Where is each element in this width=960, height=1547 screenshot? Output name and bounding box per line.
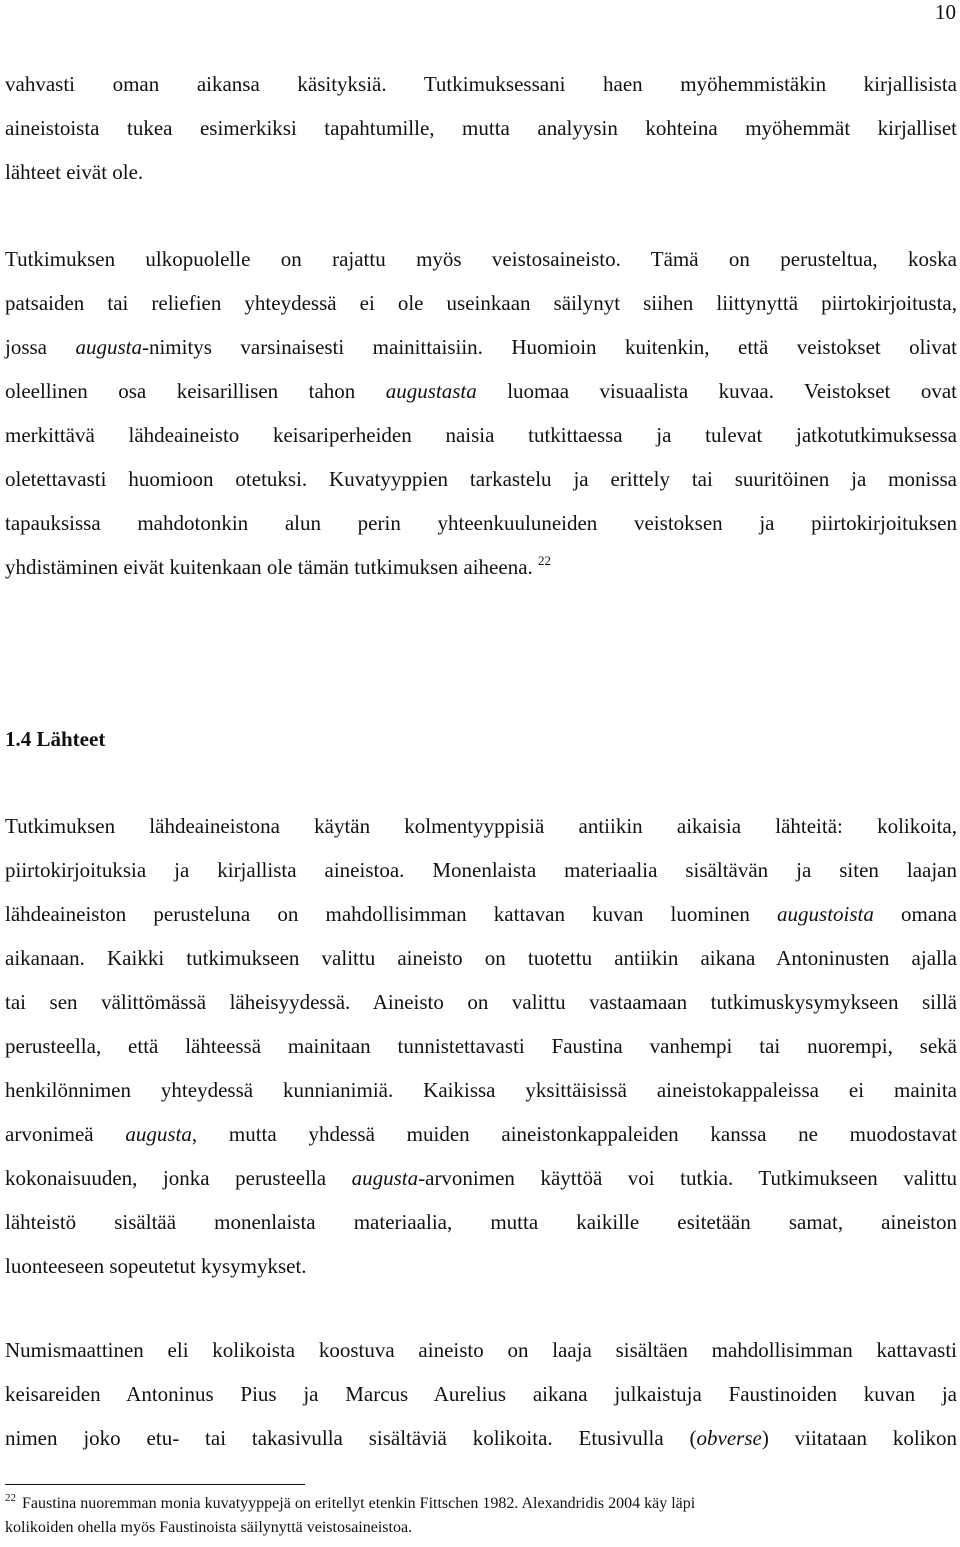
text-line: perusteella, että lähteessä mainitaan tunnistettavasti Faustina vanhempi tai nuorempi, sekä xyxy=(5,1034,957,1058)
footnote xyxy=(5,1492,955,1540)
text-line: keisareiden Antoninus Pius ja Marcus Aurelius aikana julkaistuja Faustinoiden kuvan ja xyxy=(5,1382,957,1406)
text-segment: ) viitataan kolikon xyxy=(761,1426,958,1450)
section-heading: 1.4 Lähteet xyxy=(5,727,106,751)
footnote-separator xyxy=(5,1484,305,1485)
text-line: lähteet eivät ole. xyxy=(5,160,144,184)
text-segment: lähdeaineiston perusteluna on mahdollisimman kattavan kuvan luominen xyxy=(5,902,778,926)
emphasis-term: augusta xyxy=(125,1122,192,1146)
text-line: Numismaattinen eli kolikoista koostuva aineisto on laaja sisältäen mahdollisimman kattavasti xyxy=(5,1338,957,1362)
text-line xyxy=(5,545,957,589)
text-line xyxy=(5,1112,957,1156)
footnote-reference[interactable]: 22 xyxy=(538,553,552,568)
text-line: aikanaan. Kaikki tutkimukseen valittu aineisto on tuotettu antiikin aikana Antoninusten ajalla xyxy=(5,946,957,970)
paragraph-numismatic-material xyxy=(5,1328,957,1460)
text-line: merkittävä lähdeaineisto keisariperheiden naisia tutkittaessa ja tulevat jatkotutkimuksessa xyxy=(5,423,957,447)
text-line: tapauksissa mahdotonkin alun perin yhteenkuuluneiden veistoksen ja piirtokirjoituksen xyxy=(5,511,957,535)
footnote-number: 22 xyxy=(5,1492,16,1504)
text-line: tai sen välittömässä läheisyydessä. Aineisto on valittu vastaamaan tutkimuskysymykseen sillä xyxy=(5,990,957,1014)
text-line: henkilönnimen yhteydessä kunnianimiä. Kaikissa yksittäisissä aineistokappaleissa ei mainita xyxy=(5,1078,957,1102)
text-segment: , mutta yhdessä muiden aineistonkappaleiden kanssa ne muodostavat xyxy=(191,1122,958,1146)
text-line xyxy=(5,1416,957,1460)
footnote-text: Faustina nuoremman monia kuvatyyppejä on eritellyt etenkin Fittschen 1982. Alexandridis 2004 käy läpi xyxy=(22,1495,696,1512)
text-line: patsaiden tai reliefien yhteydessä ei ole useinkaan säilynyt siihen liittynyttä piirtokirjoitusta, xyxy=(5,291,957,315)
text-line xyxy=(5,1156,957,1200)
text-line xyxy=(5,369,957,413)
text-segment: omana xyxy=(873,902,957,926)
text-line: vahvasti oman aikansa käsityksiä. Tutkimuksessani haen myöhemmistäkin kirjallisista xyxy=(5,72,957,96)
text-segment: oleellinen osa keisarillisen tahon xyxy=(5,379,386,403)
text-segment: -arvonimen käyttöä voi tutkia. Tutkimukseen valittu xyxy=(418,1166,957,1190)
emphasis-term: obverse xyxy=(696,1426,762,1450)
text-line: Tutkimuksen lähdeaineistona käytän kolmentyyppisiä antiikin aikaisia lähteitä: kolikoita, xyxy=(5,814,957,838)
text-segment: kokonaisuuden, jonka perusteella xyxy=(5,1166,352,1190)
page-number: 10 xyxy=(935,0,956,24)
text-segment: nimen joko etu- tai takasivulla sisältäviä kolikoita. Etusivulla ( xyxy=(5,1426,697,1450)
text-segment: -nimitys varsinaisesti mainittaisiin. Huomioin kuitenkin, että veistokset olivat xyxy=(141,335,958,359)
text-segment: luomaa visuaalista kuvaa. Veistokset ovat xyxy=(476,379,957,403)
text-line: Tutkimuksen ulkopuolelle on rajattu myös veistosaineisto. Tämä on perusteltua, koska xyxy=(5,247,957,271)
text-line: luonteeseen sopeutetut kysymykset. xyxy=(5,1254,307,1278)
text-line: oletettavasti huomioon otetuksi. Kuvatyyppien tarkastelu ja erittely tai suuritöinen ja monissa xyxy=(5,467,957,491)
emphasis-term: augustasta xyxy=(385,379,477,403)
text-line: aineistoista tukea esimerkiksi tapahtumille, mutta analyysin kohteina myöhemmät kirjalliset xyxy=(5,116,957,140)
emphasis-term: augusta xyxy=(351,1166,419,1190)
text-line xyxy=(5,892,957,936)
text-line xyxy=(5,325,957,369)
emphasis-term: augusta xyxy=(75,335,142,359)
text-line: piirtokirjoituksia ja kirjallista aineistoa. Monenlaista materiaalia sisältävän ja siten laajan xyxy=(5,858,957,882)
paragraph-sculpture-exclusion xyxy=(5,237,957,589)
emphasis-term: augustoista xyxy=(777,902,874,926)
text-segment: arvonimeä xyxy=(5,1122,126,1146)
footnote-line: kolikoiden ohella myös Faustinoista säilynyttä veistosaineistoa. xyxy=(5,1519,413,1536)
footnote-line xyxy=(5,1492,955,1516)
text-segment: jossa xyxy=(5,335,76,359)
text-segment: yhdistäminen eivät kuitenkaan ole tämän tutkimuksen aiheena. xyxy=(5,555,533,579)
paragraph-continuation xyxy=(5,62,957,194)
text-line: lähteistö sisältää monenlaista materiaalia, mutta kaikille esitetään samat, aineiston xyxy=(5,1210,957,1234)
paragraph-sources-overview xyxy=(5,804,957,1288)
